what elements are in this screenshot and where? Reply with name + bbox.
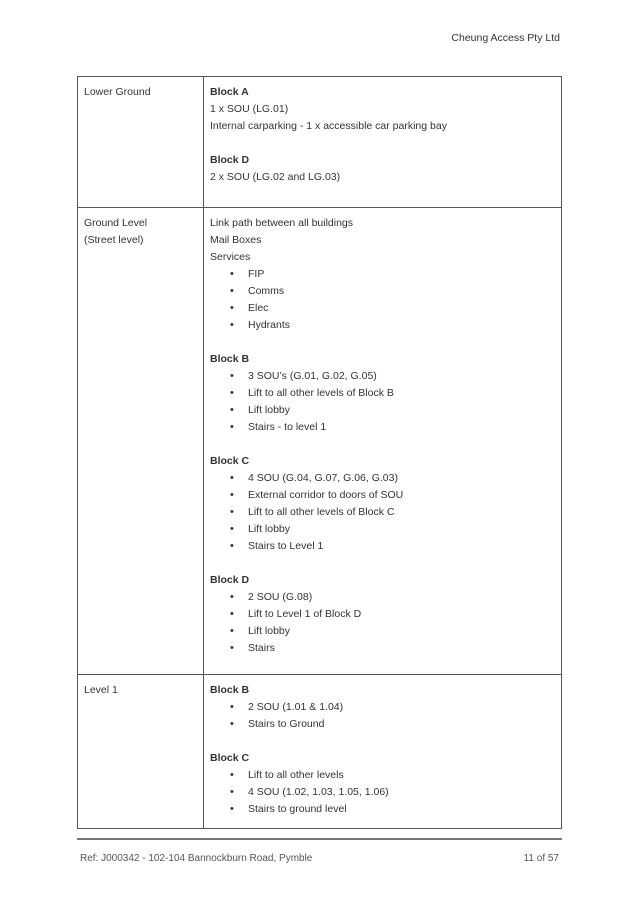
- list-item: • 2 SOU (G.08): [210, 589, 555, 606]
- block-title: Block C: [210, 455, 250, 467]
- list-item: • Elec: [210, 300, 555, 317]
- list-item: • Stairs: [210, 640, 555, 657]
- block-list: [210, 699, 555, 733]
- level-details: [204, 208, 562, 675]
- level-label: Lower Ground: [78, 77, 204, 208]
- footer-divider: [77, 838, 562, 840]
- level-label-secondary: (Street level): [84, 234, 144, 246]
- list-item: • Stairs - to level 1: [210, 419, 555, 436]
- page-number: 11 of 57: [523, 853, 559, 864]
- level-details: [204, 675, 562, 829]
- detail-line: Mail Boxes: [210, 234, 262, 246]
- block-list: [210, 470, 555, 555]
- list-item: • Stairs to Ground: [210, 716, 555, 733]
- list-item: • Hydrants: [210, 317, 555, 334]
- list-item: • FIP: [210, 266, 555, 283]
- header-company: Cheung Access Pty Ltd: [451, 32, 560, 44]
- table-row-level-1: [78, 675, 562, 829]
- block-list: [210, 767, 555, 818]
- list-item: • External corridor to doors of SOU: [210, 487, 555, 504]
- table-row-ground-level: [78, 208, 562, 675]
- block-title: Block D: [210, 154, 250, 166]
- list-item: • Stairs to Level 1: [210, 538, 555, 555]
- block-title: Block D: [210, 574, 250, 586]
- list-item: • 3 SOU’s (G.01, G.02, G.05): [210, 368, 555, 385]
- list-item: • 4 SOU (G.04, G.07, G.06, G.03): [210, 470, 555, 487]
- footer-reference: Ref: J000342 - 102-104 Bannockburn Road, Pymble: [80, 853, 313, 864]
- list-item: • 4 SOU (1.02, 1.03, 1.05, 1.06): [210, 784, 555, 801]
- list-item: • Lift to Level 1 of Block D: [210, 606, 555, 623]
- list-item: • Lift to all other levels of Block C: [210, 504, 555, 521]
- list-item: • Lift lobby: [210, 402, 555, 419]
- services-list: [210, 266, 555, 334]
- level-details: [204, 77, 562, 208]
- block-title: Block B: [210, 684, 250, 696]
- block-title: Block B: [210, 353, 250, 365]
- detail-line: 2 x SOU (LG.02 and LG.03): [210, 171, 341, 183]
- level-label-primary: Ground Level: [84, 217, 148, 229]
- list-item: • Lift lobby: [210, 521, 555, 538]
- list-item: • Stairs to ground level: [210, 801, 555, 818]
- list-item: • Lift to all other levels: [210, 767, 555, 784]
- block-title: Block C: [210, 752, 250, 764]
- list-item: • 2 SOU (1.01 & 1.04): [210, 699, 555, 716]
- level-label: [78, 208, 204, 675]
- list-item: • Lift to all other levels of Block B: [210, 385, 555, 402]
- table-row-lower-ground: [78, 77, 562, 208]
- block-list: [210, 589, 555, 657]
- access-table: [77, 76, 562, 829]
- detail-line: 1 x SOU (LG.01): [210, 103, 289, 115]
- detail-line: Link path between all buildings: [210, 217, 354, 229]
- detail-line: Services: [210, 251, 251, 263]
- block-list: [210, 368, 555, 436]
- block-title: Block A: [210, 86, 249, 98]
- level-label: Level 1: [78, 675, 204, 829]
- list-item: • Comms: [210, 283, 555, 300]
- list-item: • Lift lobby: [210, 623, 555, 640]
- detail-line: Internal carparking - 1 x accessible car parking bay: [210, 120, 447, 132]
